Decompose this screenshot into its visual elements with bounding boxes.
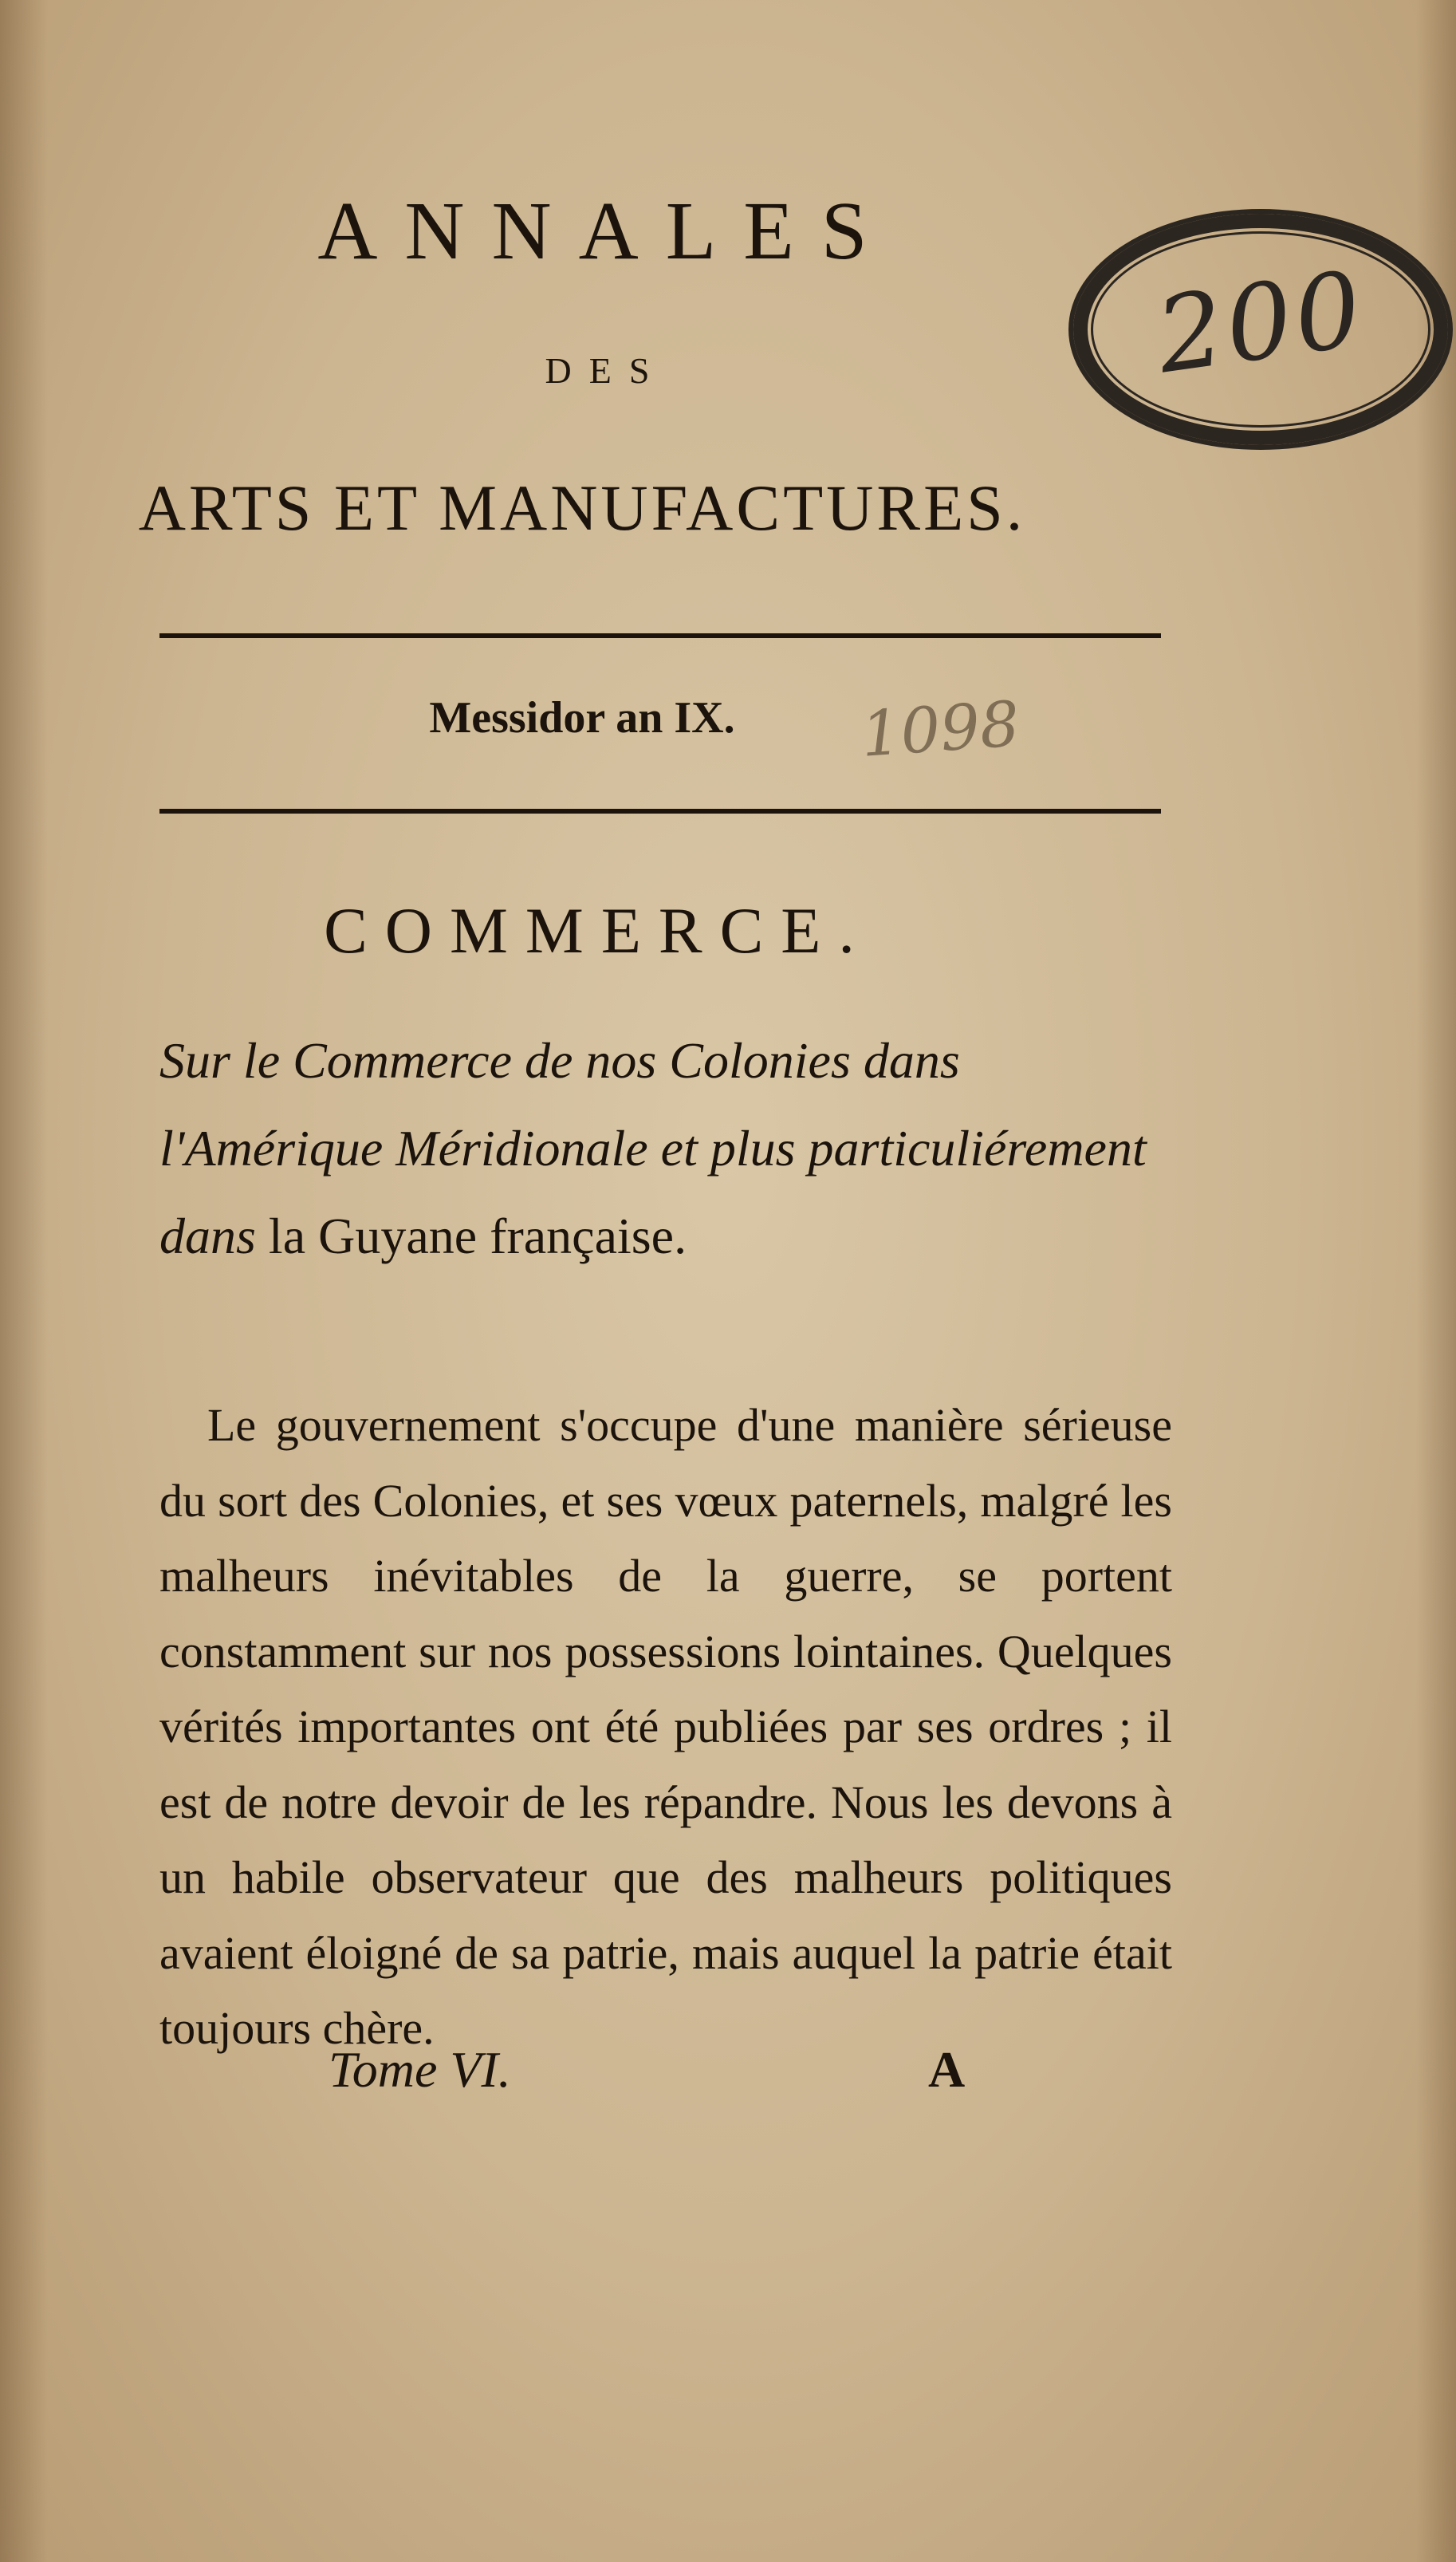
body-paragraph: Le gouvernement s'occupe d'une manière sérieuse du sort des Colonies, et ses vœux paternels, malgré les malheurs inévitables de la guerre, se portent constamment sur nos possessions lointaines. Quelques vérités importantes ont été publiées par ses ordres ; il est de notre devoir de les répandre. Nous les devons à un habile observateur que des malheurs politiques avaient éloigné de sa patrie, mais auquel la patrie était toujours chère. <box>159 1399 1172 2054</box>
top-rule <box>159 633 1161 638</box>
issue-date: Messidor an IX. <box>429 693 735 743</box>
stamp-number: 200 <box>1149 247 1372 397</box>
bottom-rule <box>159 809 1161 814</box>
signature-mark: A <box>928 2041 966 2098</box>
article-heading <box>159 1017 1169 1280</box>
volume-label: Tome VI. <box>329 2041 511 2098</box>
journal-connector: DES <box>545 350 667 391</box>
handwritten-note: 1098 <box>859 688 1022 771</box>
article-heading-roman: la Guyane française. <box>268 1208 687 1264</box>
article-heading-italic: Sur le Commerce de nos Colonies dans l'Amérique Méridionale et plus particuliérement dans <box>159 1032 1147 1264</box>
journal-subtitle: ARTS ET MANUFACTURES. <box>138 471 1026 544</box>
section-title: COMMERCE. <box>324 894 872 967</box>
library-stamp <box>1068 209 1453 450</box>
journal-title: ANNALES <box>317 185 895 277</box>
